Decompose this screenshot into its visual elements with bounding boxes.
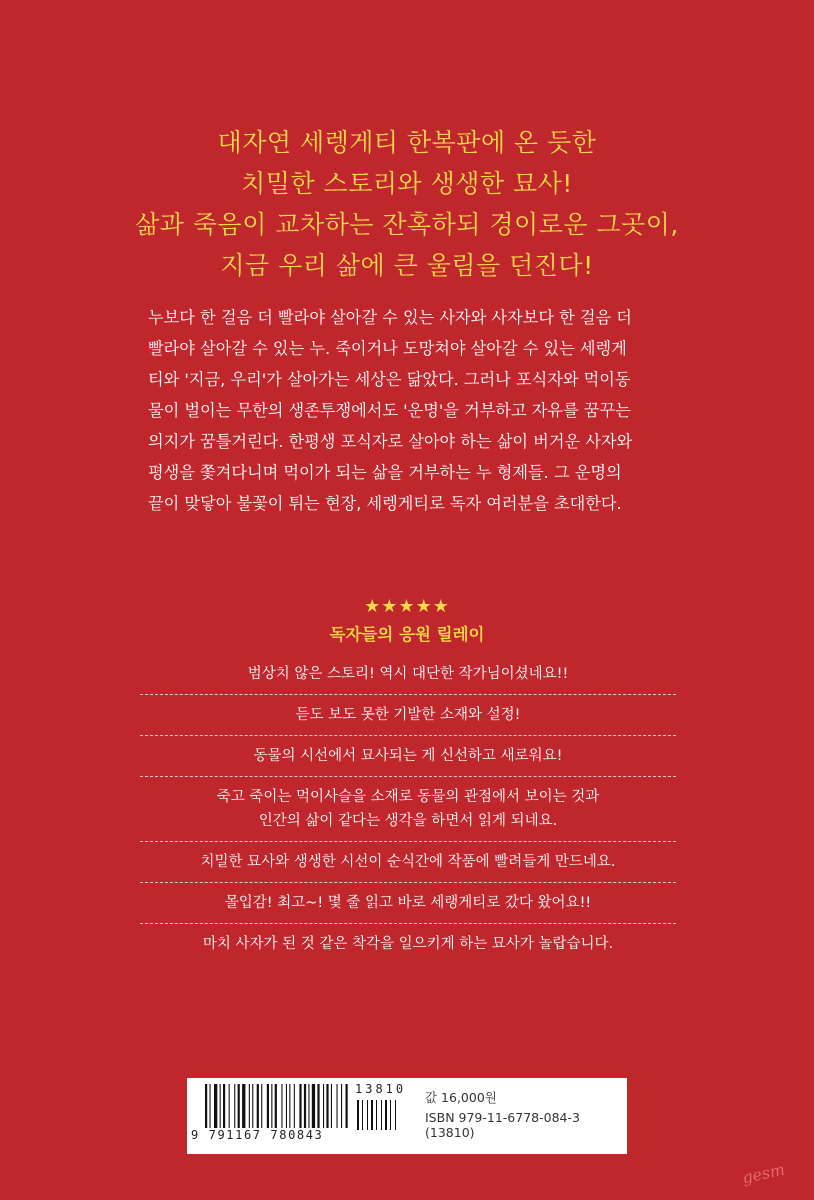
review-item (140, 842, 676, 883)
barcode-bar (395, 1100, 396, 1130)
barcode-bar (286, 1084, 287, 1128)
review-text: 인간의 삶이 같다는 생각을 하면서 읽게 되네요. (258, 813, 558, 829)
headline-line: 삶과 죽음이 교차하는 잔혹하되 경이로운 그곳이, (135, 210, 679, 239)
review-text: 듣도 보도 못한 기발한 소재와 설정! (295, 707, 521, 723)
synopsis-line: 의지가 꿈틀거린다. 한평생 포식자로 살아야 하는 삶이 버거운 사자와 (148, 432, 633, 451)
barcode-bar (304, 1084, 306, 1128)
barcode-panel (187, 1078, 627, 1154)
star-rating-icon: ★★★★★ (364, 596, 450, 617)
review-text: 마치 사자가 된 것 같은 착각을 일으키게 하는 묘사가 놀랍습니다. (202, 936, 614, 952)
barcode-bar (312, 1084, 315, 1128)
synopsis-line: 티와 '지금, 우리'가 살아가는 세상은 닮았다. 그러나 포식자와 먹이동 (148, 370, 631, 389)
barcode-bar (261, 1084, 262, 1128)
barcode-bar (210, 1084, 211, 1128)
barcode-bar (220, 1084, 221, 1128)
barcode-bar (341, 1084, 342, 1128)
reader-relay-title: 독자들의 응원 릴레이 (329, 625, 485, 644)
synopsis-line: 빨라야 살아갈 수 있는 누. 죽이거나 도망쳐야 살아갈 수 있는 세렝게 (148, 339, 627, 358)
barcode-bar (308, 1084, 309, 1128)
barcode-bar (234, 1084, 235, 1128)
barcode-bar (205, 1084, 207, 1128)
synopsis-line: 누보다 한 걸음 더 빨라야 살아갈 수 있는 사자와 사자보다 한 걸음 더 (148, 308, 632, 327)
barcode-bar (229, 1084, 230, 1128)
barcode-bar (385, 1100, 387, 1130)
barcode-bar (323, 1084, 324, 1128)
barcode-bar (357, 1100, 359, 1130)
headline-line: 대자연 세렝게티 한복판에 온 듯한 (217, 128, 597, 157)
barcode-bar (367, 1100, 368, 1130)
review-item (140, 883, 676, 924)
barcode-bar (331, 1084, 332, 1128)
barcode-bar (294, 1084, 295, 1128)
barcode-bar (271, 1084, 272, 1128)
isbn-label: ISBN 979-11-6778-084-3 (13810) (425, 1110, 580, 1140)
barcode-bar (337, 1084, 338, 1128)
barcode-bar (223, 1084, 225, 1128)
barcode-bar (390, 1100, 391, 1130)
barcode-bar (257, 1084, 259, 1128)
review-list (140, 654, 676, 964)
synopsis (148, 302, 688, 519)
barcode-bar (275, 1084, 277, 1128)
barcode-bar (289, 1084, 290, 1128)
review-item (140, 736, 676, 777)
headline-line: 치밀한 스토리와 생생한 묘사! (241, 169, 573, 198)
review-text: 죽고 죽이는 먹이사슬을 소재로 동물의 관점에서 보이는 것과 (216, 789, 600, 805)
barcode-bar (362, 1100, 363, 1130)
barcode-bar (252, 1084, 253, 1128)
barcode-bar (299, 1084, 301, 1128)
barcode-bar (238, 1084, 240, 1128)
review-item (140, 777, 676, 842)
barcode-bar (281, 1084, 282, 1128)
barcode-bar (242, 1084, 245, 1128)
barcode-bar (214, 1084, 217, 1128)
synopsis-line: 물이 벌이는 무한의 생존투쟁에서도 '운명'을 거부하고 자유를 꿈꾸는 (148, 401, 631, 420)
barcode-bar (376, 1100, 377, 1130)
barcode-bar (371, 1100, 373, 1130)
price-label: 값 16,000원 (425, 1090, 497, 1105)
barcode-bar (267, 1084, 269, 1128)
barcode-bar (326, 1084, 328, 1128)
review-item (140, 695, 676, 736)
barcode-bar (346, 1084, 348, 1128)
barcode-bar (381, 1100, 382, 1130)
barcode-number: 9 791167 780843 (191, 1128, 324, 1142)
review-text: 동물의 시선에서 묘사되는 게 신선하고 새로워요! (253, 748, 563, 764)
headline (0, 122, 814, 286)
barcode-bar (317, 1084, 319, 1128)
synopsis-line: 평생을 쫓겨다니며 먹이가 되는 삶을 거부하는 누 형제들. 그 운명의 (148, 463, 622, 482)
barcode-addon: 13810 (355, 1082, 407, 1096)
publisher-logo: gesm (740, 1159, 787, 1188)
headline-line: 지금 우리 삶에 큰 울림을 던진다! (220, 251, 594, 280)
review-text: 몰입감! 최고~! 몇 줄 읽고 바로 세랭게티로 갔다 왔어요!! (224, 895, 592, 911)
review-text: 치밀한 묘사와 생생한 시선이 순식간에 작품에 빨려들게 만드네요. (200, 854, 616, 870)
review-item (140, 924, 676, 964)
synopsis-line: 끝이 맞닿아 불꽃이 튀는 현장, 세렝게티로 독자 여러분을 초대한다. (148, 494, 622, 513)
review-item (140, 654, 676, 695)
review-text: 범상치 않은 스토리! 역시 대단한 작가님이셨네요!! (247, 666, 569, 682)
barcode-bar (249, 1084, 250, 1128)
